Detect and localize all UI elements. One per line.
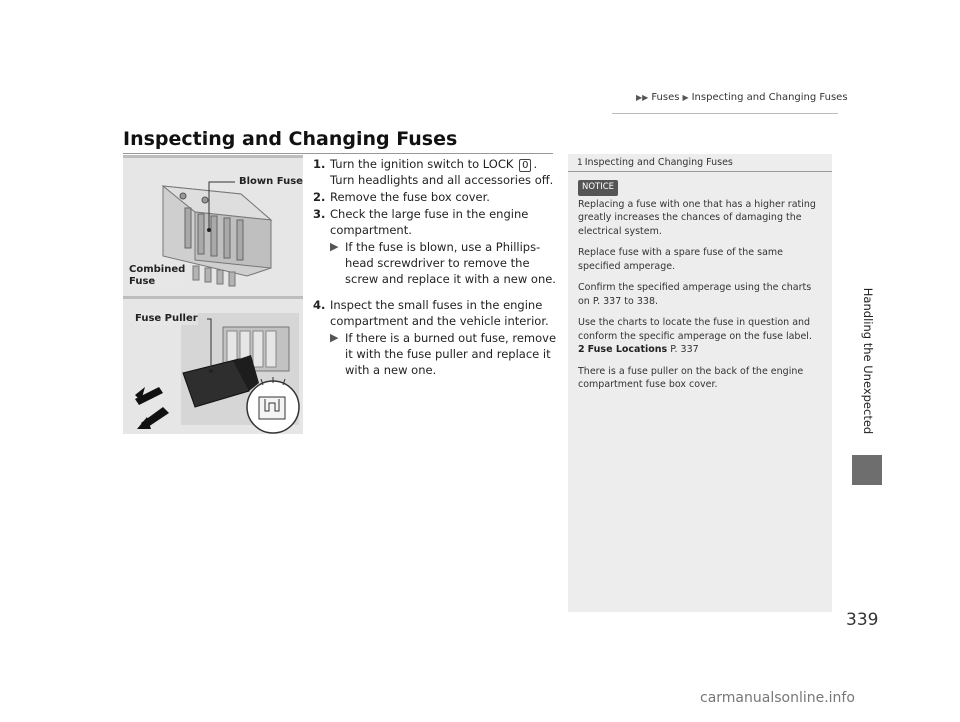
lock-key-badge: 0 [519, 159, 531, 172]
label-combined-line2: Fuse [129, 275, 156, 287]
figure-fuse-puller [123, 296, 303, 434]
page-title: Inspecting and Changing Fuses [123, 128, 458, 150]
step-number: 3. [313, 207, 326, 221]
notes-sidebar [568, 154, 832, 612]
sidebar-header [568, 154, 832, 172]
triangle-right-icon: ▶ [330, 331, 339, 344]
cross-reference-link[interactable] [578, 343, 822, 357]
step-number: 4. [313, 298, 326, 312]
section-label-text: Handling the Unexpected [861, 287, 876, 435]
note-paragraph: There is a fuse puller on the back of the engine compartment fuse box cover. [578, 365, 804, 390]
note-number: 1 [577, 157, 583, 168]
breadcrumb [636, 92, 848, 103]
sidebar-title: Inspecting and Changing Fuses [584, 157, 733, 168]
step-1 [313, 156, 558, 188]
label-fuse-puller: Fuse Puller [135, 313, 198, 324]
triangle-right-icon: ▶ [330, 240, 339, 253]
step-4-substep [330, 330, 558, 378]
reference-page: P. 337 [670, 344, 699, 355]
reference-title: Fuse Locations [587, 344, 668, 355]
step-text: Inspect the small fuses in the engine compartment and the vehicle interior. [330, 298, 549, 328]
header-divider [612, 113, 838, 114]
breadcrumb-fuses[interactable]: Fuses [651, 92, 680, 103]
step-3 [313, 206, 558, 238]
sidebar-body [568, 172, 832, 392]
step-2 [313, 189, 558, 205]
note-paragraph: Replacing a fuse with one that has a higher rating greatly increases the chances of damaging the electrical system. [578, 198, 816, 237]
figure-blown-fuse [123, 155, 303, 296]
triangle-right-icon: ▶▶ [636, 93, 649, 102]
section-tab-marker [852, 455, 882, 485]
step-number: 2. [313, 190, 326, 204]
step-number: 1. [313, 157, 326, 171]
note-paragraph: Replace fuse with a spare fuse of the same specified amperage. [578, 247, 783, 272]
step-4 [313, 297, 558, 329]
substep-text: If the fuse is blown, use a Phillips-head screwdriver to remove the screw and replace it with a new one. [345, 240, 556, 286]
step-text: Remove the fuse box cover. [330, 190, 490, 204]
instruction-steps [313, 156, 558, 378]
triangle-right-icon: ▶ [682, 93, 689, 102]
notice-badge: NOTICE [578, 180, 618, 196]
watermark: carmanualsonline.info [700, 690, 855, 706]
step-3-substep [330, 239, 558, 287]
breadcrumb-current: Inspecting and Changing Fuses [691, 92, 848, 103]
label-combined-line1: Combined [129, 264, 186, 275]
label-combined-fuse [129, 264, 185, 287]
note-paragraph: Use the charts to locate the fuse in question and conform the specific amperage on the fuse label. [578, 317, 812, 342]
substep-text: If there is a burned out fuse, remove it with the fuse puller and replace it with a new one. [345, 331, 557, 377]
title-divider [123, 153, 553, 154]
label-blown-fuse: Blown Fuse [239, 176, 303, 187]
step-text: Check the large fuse in the engine compartment. [330, 207, 529, 237]
page-number: 339 [846, 610, 879, 630]
section-side-label [838, 281, 898, 441]
step-1-text-a: Turn the ignition switch to LOCK [330, 157, 514, 171]
step-text [330, 156, 558, 188]
step-1-text-b: . Turn headlights and all accessories off. [330, 157, 554, 187]
reference-icon: 2 [578, 344, 585, 355]
note-paragraph: Confirm the specified amperage using the charts on P. 337 to 338. [578, 282, 812, 307]
